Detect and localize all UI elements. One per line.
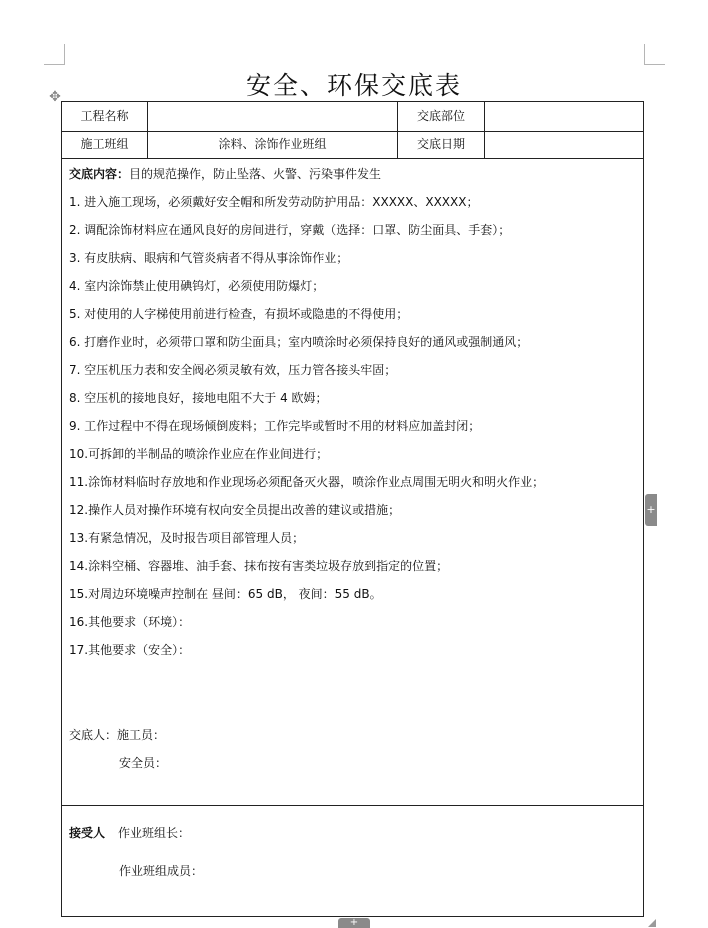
content-item[interactable]: 6. 打磨作业时，必须带口罩和防尘面具；室内喷涂时必须保持良好的通风或强制通风； (69, 335, 529, 349)
bottom-expand-tab[interactable] (338, 918, 370, 928)
content-item[interactable]: 16.其他要求（环境）： (69, 615, 191, 629)
side-expand-tab[interactable] (645, 494, 657, 526)
content-item[interactable]: 17.其他要求（安全）： (69, 643, 191, 657)
content-item[interactable]: 2. 调配涂饰材料应在通风良好的房间进行，穿戴（选择：口罩、防尘面具、手套）； (69, 223, 511, 237)
safety-officer-label[interactable]: 安全员： (119, 756, 168, 770)
content-item[interactable]: 5. 对使用的人字梯使用前进行检查，有损坏或隐患的不得使用； (69, 307, 409, 321)
content-item[interactable]: 14.涂料空桶、容器堆、油手套、抹布按有害类垃圾存放到指定的位置； (69, 559, 449, 573)
giver-line[interactable] (69, 727, 165, 743)
content-item[interactable]: 13.有紧急情况，及时报告项目部管理人员； (69, 531, 305, 545)
crop-mark-top-left (44, 44, 65, 65)
content-item[interactable]: 8. 空压机的接地良好，接地电阻不大于 4 欧姆； (69, 391, 328, 405)
content-item[interactable]: 4. 室内涂饰禁止使用碘钨灯，必须使用防爆灯； (69, 279, 325, 293)
content-heading-text: 目的规范操作，防止坠落、火警、污染事件发生 (129, 167, 382, 181)
content-item[interactable]: 11.涂饰材料临时存放地和作业现场必须配备灭火器，喷涂作业点周围无明火和明火作业； (69, 475, 545, 489)
content-heading-label: 交底内容： (69, 167, 130, 181)
content-heading[interactable] (69, 166, 381, 182)
table-rule (62, 805, 643, 806)
constructor-label: 施工员： (117, 728, 166, 742)
team-members-label[interactable]: 作业班组成员： (119, 864, 204, 878)
content-item[interactable]: 3. 有皮肤病、眼病和气管炎病者不得从事涂饰作业； (69, 251, 349, 265)
content-item[interactable]: 12.操作人员对操作环境有权向安全员提出改善的建议或措施； (69, 503, 401, 517)
document-title: 安全、环保交底表 (245, 71, 462, 100)
team-leader-label: 作业班组长： (118, 826, 191, 840)
table-move-icon[interactable]: ✥ (49, 89, 61, 105)
team-value[interactable]: 涂料、涂饰作业班组 (218, 137, 327, 151)
receiver-label: 接受人 (69, 826, 106, 840)
location-value[interactable] (485, 102, 643, 131)
content-item[interactable]: 7. 空压机压力表和安全阀必须灵敏有效，压力管各接头牢固； (69, 363, 397, 377)
team-label: 施工班组 (80, 137, 129, 151)
location-label: 交底部位 (416, 109, 465, 123)
date-value[interactable] (485, 131, 643, 158)
disclosure-table (61, 101, 644, 917)
project-name-value[interactable] (148, 102, 397, 131)
table-resize-icon[interactable] (647, 918, 657, 928)
table-rule (62, 158, 643, 159)
content-item[interactable]: 10.可拆卸的半制品的喷涂作业应在作业间进行； (69, 447, 329, 461)
project-name-label: 工程名称 (80, 109, 129, 123)
content-item[interactable]: 9. 工作过程中不得在现场倾倒废料；工作完毕或暂时不用的材料应加盖封闭； (69, 419, 481, 433)
giver-label: 交底人： (69, 728, 118, 742)
receiver-line[interactable] (69, 825, 190, 841)
plus-icon: + (646, 503, 656, 516)
crop-mark-top-right (644, 44, 665, 65)
date-label: 交底日期 (416, 137, 465, 151)
content-item[interactable]: 1. 进入施工现场，必须戴好安全帽和所发劳动防护用品：XXXXX、XXXXX； (69, 195, 479, 209)
content-item[interactable]: 15.对周边环境噪声控制在 昼间：65 dB， 夜间：55 dB。 (69, 587, 382, 601)
plus-icon: + (349, 917, 359, 928)
